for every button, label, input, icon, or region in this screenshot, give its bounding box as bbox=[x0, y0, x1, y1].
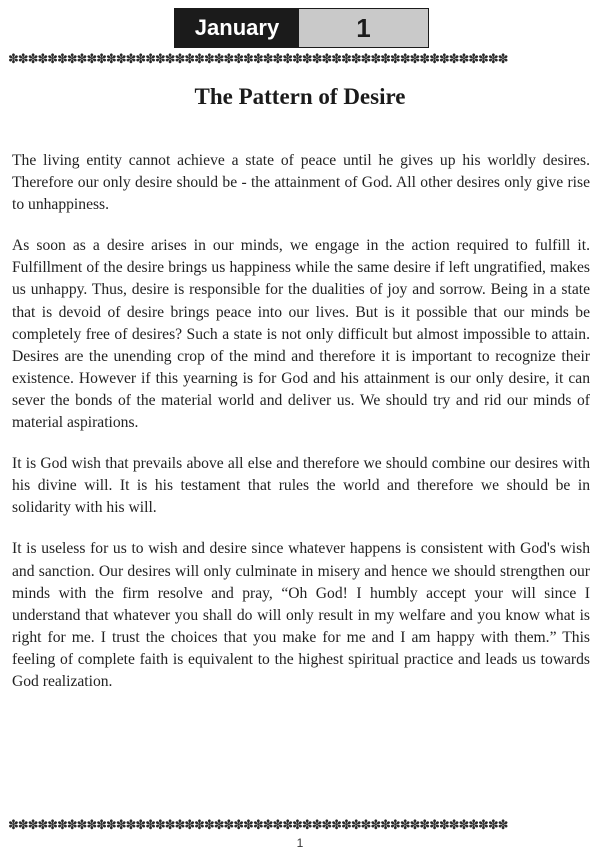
paragraph-4: It is useless for us to wish and desire since whatever happens is consistent with God's wish and sanction. Our desires will only culminate in misery and hence we should strengthen our minds with the firm resolve and pray, “Oh God! I humbly accept your will since I understand that whatever you shall do will only result in my welfare and you know what is right for me. I trust the choices that you make for me and I am happy with them.” This feeling of complete faith is equivalent to the highest spiritual practice and leads us towards God realization. bbox=[12, 540, 590, 690]
paragraph-2: As soon as a desire arises in our minds, we engage in the action required to fulfill it. Fulfillment of the desire brings us happiness while the same desire if left ungratified, makes us unhappy. Thus, desire is responsible for the dualities of joy and sorrow. Being in a state that is devoid of desire brings peace into our lives. But is it possible that our minds be completely free of desires? Such a state is not only difficult but almost impossible to attain. Desires are the unending crop of the mind and therefore it is important to recognize their existence. However if this yearning is for God and his attainment is our only desire, it can sever the bonds of the material world and deliver us. We should try and rid our minds of material aspirations. bbox=[12, 237, 590, 432]
date-header bbox=[174, 8, 429, 48]
month-label: January bbox=[175, 9, 299, 47]
page-number: 1 bbox=[296, 836, 304, 850]
paragraph-3: It is God wish that prevails above all else and therefore we should combine our desires with his divine will. It is his testament that rules the world and therefore we should be in solidarity with his will. bbox=[12, 455, 590, 517]
top-divider: ✽✽✽✽✽✽✽✽✽✽✽✽✽✽✽✽✽✽✽✽✽✽✽✽✽✽✽✽✽✽✽✽✽✽✽✽✽✽✽✽✽✽✽✽✽✽✽✽✽✽✽ bbox=[8, 52, 508, 67]
paragraph-1: The living entity cannot achieve a state of peace until he gives up his worldly desires. Therefore our only desire should be - the attainment of God. All other desires only give rise to unhappiness. bbox=[12, 152, 590, 214]
page-title: The Pattern of Desire bbox=[194, 84, 406, 109]
body-text bbox=[12, 150, 590, 712]
day-number: 1 bbox=[299, 9, 428, 47]
bottom-divider: ✽✽✽✽✽✽✽✽✽✽✽✽✽✽✽✽✽✽✽✽✽✽✽✽✽✽✽✽✽✽✽✽✽✽✽✽✽✽✽✽✽✽✽✽✽✽✽✽✽✽✽ bbox=[8, 818, 508, 833]
